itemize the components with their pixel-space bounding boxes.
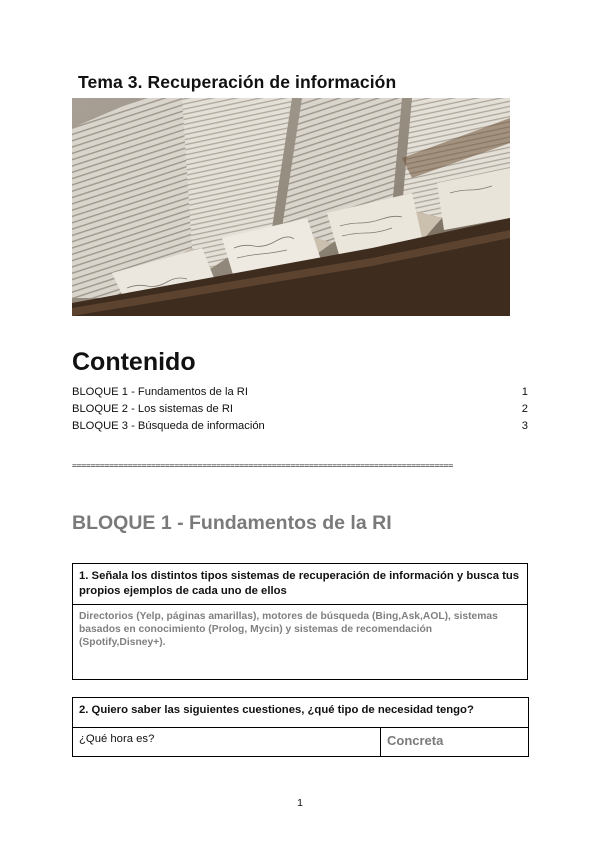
toc-entry-bloque-2[interactable] bbox=[72, 401, 528, 418]
toc-entry-page: 3 bbox=[521, 420, 528, 432]
question-2-text: 2. Quiero saber las siguientes cuestiones, ¿qué tipo de necesidad tengo? bbox=[73, 698, 529, 728]
separator-line: ================================================================================== bbox=[72, 460, 453, 470]
document-title: Tema 3. Recuperación de información bbox=[78, 72, 397, 92]
question-1-text: 1. Señala los distintos tipos sistemas de recuperación de información y busca tus propios ejemplos de cada uno de ellos bbox=[73, 564, 528, 605]
question-1-table bbox=[72, 563, 528, 680]
toc-entry-page: 2 bbox=[521, 403, 528, 415]
toc-heading: Contenido bbox=[72, 348, 196, 376]
toc-entry-label: BLOQUE 2 - Los sistemas de RI bbox=[72, 403, 234, 415]
toc-entry-bloque-1[interactable] bbox=[72, 384, 528, 401]
question-2-need-type: Concreta bbox=[381, 728, 529, 757]
question-2-item: ¿Qué hora es? bbox=[73, 728, 381, 757]
table-of-contents bbox=[72, 384, 528, 435]
question-2-table bbox=[72, 697, 529, 757]
toc-entry-label: BLOQUE 3 - Búsqueda de información bbox=[72, 420, 265, 432]
card-catalog-photo bbox=[72, 98, 510, 316]
toc-entry-label: BLOQUE 1 - Fundamentos de la RI bbox=[72, 386, 248, 398]
question-1-answer: Directorios (Yelp, páginas amarillas), motores de búsqueda (Bing,Ask,AOL), sistemas basados en conocimiento (Prolog, Mycin) y sistemas de recomendación (Spotify,Disney+). bbox=[73, 605, 528, 680]
page-number: 1 bbox=[297, 797, 303, 809]
toc-entry-page: 1 bbox=[521, 386, 528, 398]
toc-entry-bloque-3[interactable] bbox=[72, 418, 528, 435]
section-heading-bloque-1: BLOQUE 1 - Fundamentos de la RI bbox=[72, 512, 392, 534]
table-row bbox=[73, 728, 529, 757]
